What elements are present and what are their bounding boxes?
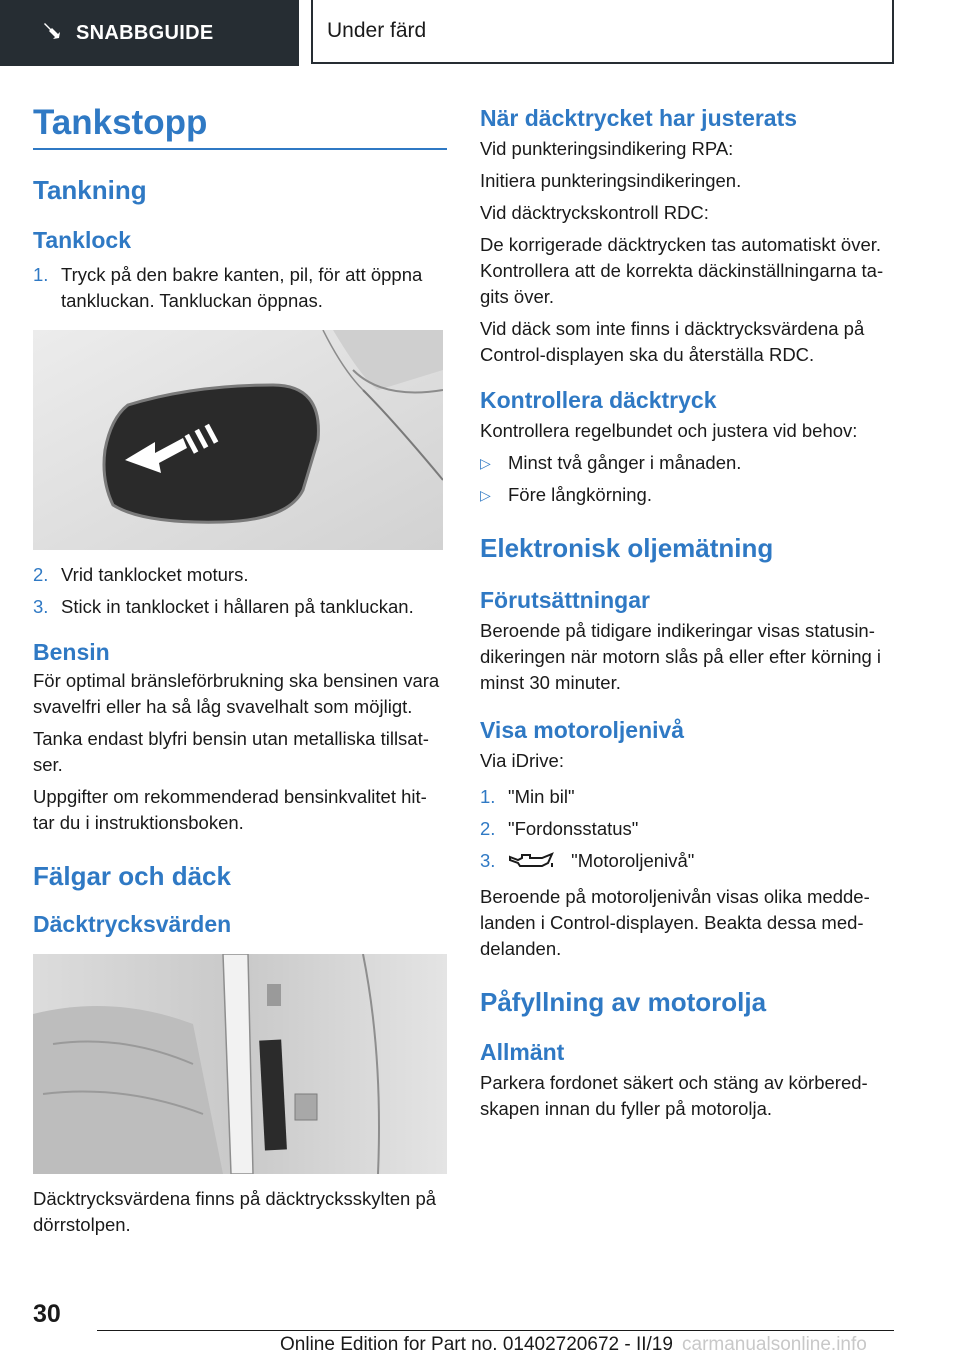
dack-caption: Däcktrycksvärdena finns på däcktrycksskylten på dörrstolpen. bbox=[33, 1188, 437, 1235]
heading-tanklock: Tanklock bbox=[33, 227, 131, 253]
rdc-line-1: Vid däcktryckskontroll RDC: bbox=[480, 202, 709, 223]
bensin-paragraph-2: Tanka endast blyfri bensin utan metalliska tillsat‐ser. bbox=[33, 728, 429, 775]
bullet-text: Före långkörning. bbox=[508, 484, 652, 505]
list-item bbox=[480, 848, 898, 878]
steps-list-b bbox=[33, 562, 447, 620]
right-column bbox=[480, 100, 898, 1122]
bullet-triangle-icon: ▷ bbox=[480, 455, 491, 471]
heading-kontrollera: Kontrollera däcktryck bbox=[480, 387, 717, 413]
door-pillar-figure bbox=[33, 954, 447, 1174]
rpa-line-2: Initiera punkteringsindikeringen. bbox=[480, 170, 742, 191]
bensin-paragraph-3: Uppgifter om rekommenderad bensinkvalitet hit‐tar du i instruktionsboken. bbox=[33, 786, 427, 833]
check-bullets bbox=[480, 450, 898, 508]
bullet-triangle-icon: ▷ bbox=[480, 487, 491, 503]
step-text: "Motoroljenivå" bbox=[571, 850, 695, 871]
visa-paragraph: Via iDrive: bbox=[480, 750, 564, 771]
fuel-flap-figure bbox=[33, 330, 443, 550]
heading-pafyllning: Påfyllning av motorolja bbox=[480, 987, 767, 1017]
quick-guide-tab-label: SNABBGUIDE bbox=[76, 21, 214, 44]
heading-oljematning: Elektronisk oljemätning bbox=[480, 533, 774, 563]
allmant-paragraph: Parkera fordonet säkert och stäng av körbered‐skapen innan du fyller på motorolja. bbox=[480, 1072, 868, 1119]
list-item bbox=[33, 262, 447, 314]
page-title: Tankstopp bbox=[33, 103, 208, 142]
heading-falgar: Fälgar och däck bbox=[33, 861, 231, 891]
forut-paragraph: Beroende på tidigare indikeringar visas statusin‐dikeringen när motorn slås på eller efter körning i minst 30 minuter. bbox=[480, 620, 882, 693]
quick-guide-tab[interactable] bbox=[0, 0, 299, 66]
wrench-icon bbox=[42, 21, 62, 46]
title-rule bbox=[33, 148, 447, 150]
list-item bbox=[33, 594, 447, 620]
heading-visa: Visa motoroljenivå bbox=[480, 717, 685, 743]
list-item bbox=[33, 562, 447, 588]
section-title: Under färd bbox=[311, 0, 894, 64]
page-number: 30 bbox=[33, 1300, 61, 1328]
edition-text: Online Edition for Part no. 01402720672 - II/19 bbox=[280, 1334, 673, 1355]
heading-forutsattningar: Förutsättningar bbox=[480, 587, 650, 613]
step-text: "Fordonsstatus" bbox=[508, 818, 639, 839]
step-text: Tryck på den bakre kanten, pil, för att öppna tankluckan. Tankluckan öppnas. bbox=[61, 264, 423, 311]
bensin-paragraph-1: För optimal bränsleförbrukning ska bensinen vara svavelfri eller ha så låg svavelhalt som möjligt. bbox=[33, 670, 440, 717]
heading-dacktrycksvarden: Däcktrycksvärden bbox=[33, 911, 232, 937]
step-number: 1. bbox=[33, 264, 49, 285]
step-number: 2. bbox=[33, 564, 49, 585]
step-number: 1. bbox=[480, 786, 496, 807]
step-text: Stick in tanklocket i hållaren på tankluckan. bbox=[61, 596, 414, 617]
kontrollera-paragraph: Kontrollera regelbundet och justera vid behov: bbox=[480, 420, 858, 441]
oil-can-icon bbox=[508, 851, 556, 878]
heading-tankning: Tankning bbox=[33, 175, 147, 205]
step-number: 2. bbox=[480, 818, 496, 839]
heading-bensin: Bensin bbox=[33, 639, 110, 665]
heading-allmant: Allmänt bbox=[480, 1039, 565, 1065]
step-text: "Min bil" bbox=[508, 786, 575, 807]
footer-rule bbox=[97, 1330, 894, 1331]
visa-paragraph-2: Beroende på motoroljenivån visas olika medde‐landen i Control-displayen. Beakta dessa med‐delanden. bbox=[480, 886, 870, 959]
list-item bbox=[480, 784, 898, 810]
page-header bbox=[0, 0, 960, 68]
step-number: 3. bbox=[33, 596, 49, 617]
bullet-text: Minst två gånger i månaden. bbox=[508, 452, 742, 473]
visa-steps bbox=[480, 784, 898, 878]
steps-list-a bbox=[33, 262, 447, 314]
left-column bbox=[33, 100, 447, 1238]
step-number: 3. bbox=[480, 850, 496, 871]
step-text: Vrid tanklocket moturs. bbox=[61, 564, 249, 585]
rdc-reset-paragraph: Vid däck som inte finns i däcktrycksvärdena på Control-displayen ska du återställa RDC. bbox=[480, 318, 865, 365]
list-item bbox=[480, 450, 898, 476]
rdc-paragraph: De korrigerade däcktrycken tas automatiskt över. Kontrollera att de korrekta däckinställningarna ta‐gits över. bbox=[480, 234, 884, 307]
watermark: carmanualsonline.info bbox=[682, 1334, 867, 1355]
rpa-line-1: Vid punkteringsindikering RPA: bbox=[480, 138, 734, 159]
list-item bbox=[480, 482, 898, 508]
heading-justerats: När däcktrycket har justerats bbox=[480, 105, 798, 131]
list-item bbox=[480, 816, 898, 842]
